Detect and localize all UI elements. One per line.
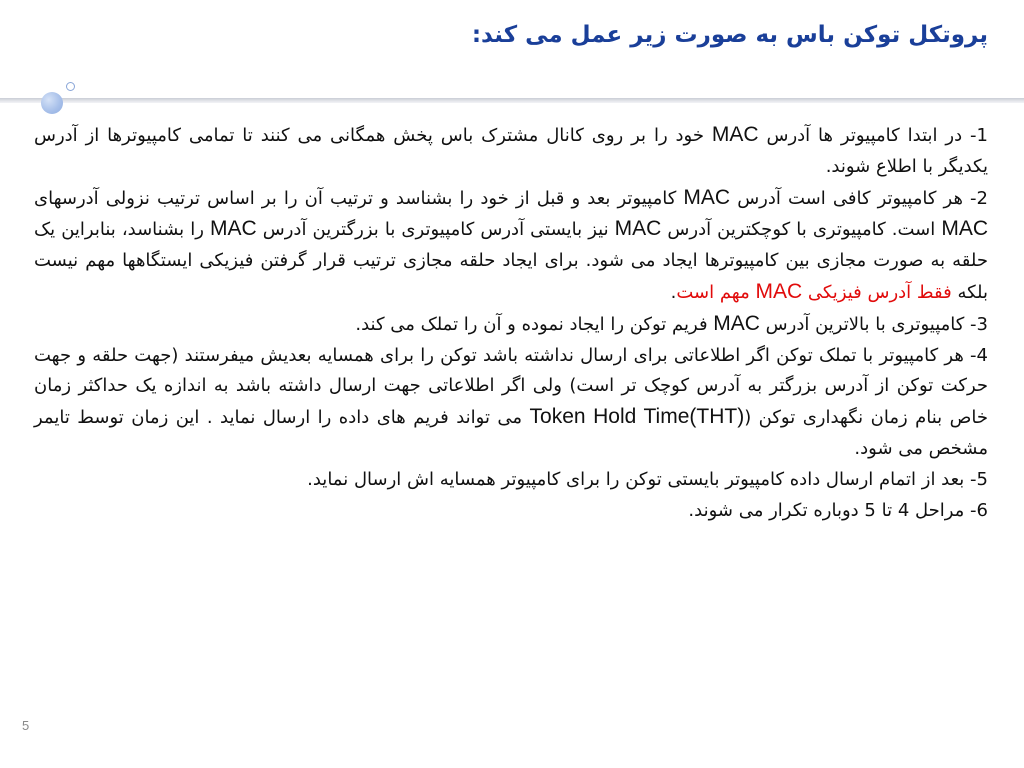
step-6-paragraph: 6- مراحل 4 تا 5 دوباره تکرار می شوند. xyxy=(688,499,988,521)
step-1-suffix: خود را بر روی کانال مشترک باس پخش همگانی می کنند تا تمامی کامپیوترها از آدرس یکدیگر با اطلاع شوند. xyxy=(34,125,988,177)
step-4-paragraph xyxy=(34,341,988,465)
decorative-circle-small xyxy=(66,82,75,91)
step-1-prefix: 1- در ابتدا کامپیوتر ها آدرس xyxy=(758,125,988,146)
step-4-suffix: می تواند فریم های داده را ارسال نماید . این زمان توسط تایمر مشخص می شود. xyxy=(34,407,988,459)
step-2-part-4: نیز بایستی آدرس کامپیوتری با بزرگترین آدرس xyxy=(256,219,615,241)
step-2-part-2: کامپیوتر بعد و قبل از خود را بشناسد و ترتیب آن را بر اساس ترتیب نزولی آدرسهای xyxy=(34,187,684,209)
highlighted-phrase-part-1: فقط آدرس فیزیکی xyxy=(802,281,952,303)
token-hold-time-term: Token Hold Time(THT) xyxy=(529,405,745,429)
mac-term: MAC xyxy=(614,217,662,241)
highlighted-phrase-part-2: مهم است xyxy=(676,281,756,303)
mac-term: MAC xyxy=(713,311,760,335)
step-1-paragraph xyxy=(34,120,988,183)
page-number: 5 xyxy=(22,718,30,733)
step-2-part-1: 2- هر کامپیوتر کافی است آدرس xyxy=(730,187,988,209)
mac-term: MAC xyxy=(941,217,989,241)
step-3-paragraph xyxy=(34,309,988,341)
mac-term: MAC xyxy=(711,123,759,146)
header-divider xyxy=(0,98,1024,103)
mac-term: MAC xyxy=(755,279,803,303)
highlighted-phrase xyxy=(676,279,952,303)
slide-title: پروتکل توکن باس به صورت زیر عمل می کند: xyxy=(471,22,988,48)
step-2-end: . xyxy=(670,281,677,303)
decorative-circle-large xyxy=(41,92,63,114)
step-2-part-5: را بشناسد، بنابراین یک حلقه به صورت مجازی بین کامپیوترها ایجاد می شود. برای ایجاد حلقه مجازی ترتیب قرار گرفتن فیزیکی ایستگاهها مهم نیست بلکه xyxy=(34,219,988,303)
mac-term: MAC xyxy=(210,217,257,241)
step-3-prefix: 3- کامپیوتری با بالاترین آدرس xyxy=(759,313,988,335)
step-2-paragraph xyxy=(34,183,988,309)
mac-term: MAC xyxy=(683,185,731,209)
step-5-paragraph: 5- بعد از اتمام ارسال داده کامپیوتر بایستی توکن را برای کامپیوتر همسایه اش ارسال نماید. xyxy=(307,468,988,490)
step-4-prefix: 4- هر کامپیوتر با تملک توکن اگر اطلاعاتی برای ارسال نداشته باشد توکن را برای همسایه بعدیش میفرستند (جهت حلقه و جهت حرکت توکن از آدرس بزرگتر به آدرس کوچک تر است) ولی اگر اطلاعاتی جهت ارسال داشته باشد به اندازه یک حداکثر زمان خاص بنام زمان نگهداری توکن ( xyxy=(34,344,989,429)
slide-body xyxy=(34,120,988,526)
step-3-suffix: فریم توکن را ایجاد نموده و آن را تملک می کند. xyxy=(355,313,714,335)
step-2-part-3: است. کامپیوتری با کوچکترین آدرس xyxy=(661,219,942,241)
